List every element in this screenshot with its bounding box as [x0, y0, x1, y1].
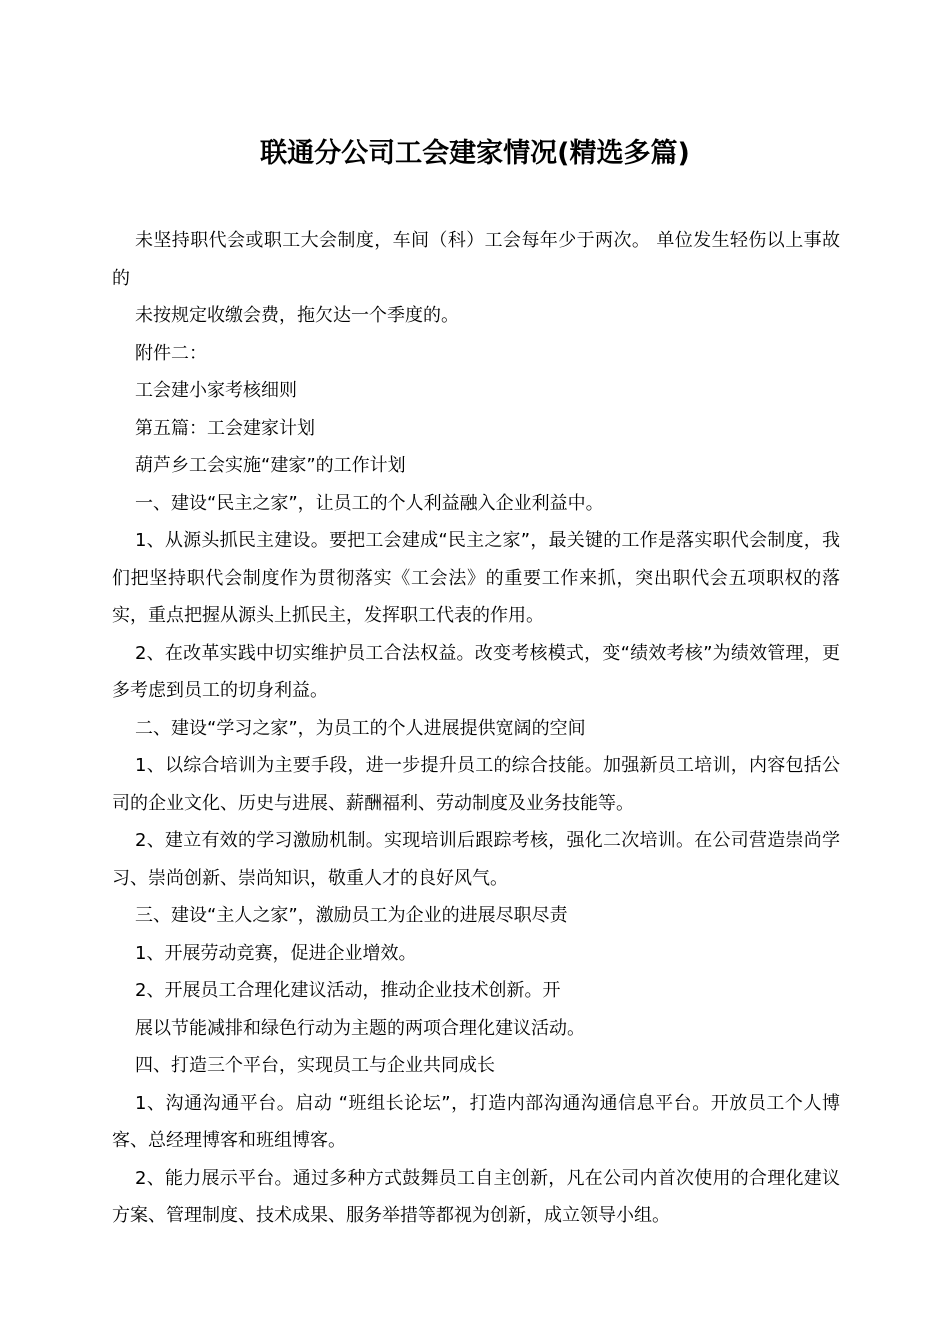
section-heading: 一、建设“民主之家”，让员工的个人利益融入企业利益中。 — [135, 492, 604, 514]
paragraph: 2、在改革实践中切实维护员工合法权益。改变考核模式，变“绩效考核”为绩效管理，更多考虑到员工的切身利益。 — [112, 642, 840, 701]
paragraph: 未按规定收缴会费，拖欠达一个季度的。 — [135, 305, 459, 326]
paragraph: 2、能力展示平台。通过多种方式鼓舞员工自主创新，凡在公司内首次使用的合理化建议方案、管理制度、技术成果、服务举措等都视为创新，成立领导小组。 — [112, 1167, 840, 1226]
paragraph: 1、以综合培训为主要手段，进一步提升员工的综合技能。加强新员工培训，内容包括公司的企业文化、历史与进展、薪酬福利、劳动制度及业务技能等。 — [112, 755, 840, 814]
paragraph: 附件二： — [135, 342, 207, 364]
document-body — [112, 222, 840, 1235]
document-title: 联通分公司工会建家情况(精选多篇) — [260, 138, 690, 169]
section-heading: 三、建设“主人之家”，激励员工为企业的进展尽职尽责 — [135, 905, 568, 926]
paragraph: 1、沟通沟通平台。启动 “班组长论坛”，打造内部沟通沟通信息平台。开放员工个人博客、总经理博客和班组博客。 — [112, 1092, 840, 1151]
paragraph: 2、建立有效的学习激励机制。实现培训后跟踪考核，强化二次培训。在公司营造崇尚学习、崇尚创新、崇尚知识，敬重人才的良好风气。 — [112, 830, 840, 889]
paragraph: 2、开展员工合理化建议活动，推动企业技术创新。开 — [135, 980, 561, 1001]
paragraph: 葫芦乡工会实施“建家”的工作计划 — [135, 455, 406, 476]
paragraph: 展以节能减排和绿色行动为主题的两项合理化建议活动。 — [135, 1017, 585, 1039]
paragraph: 未坚持职代会或职工大会制度，车间（科）工会每年少于两次。 单位发生轻伤以上事故的 — [112, 230, 840, 289]
section-heading: 二、建设“学习之家”，为员工的个人进展提供宽阔的空间 — [135, 717, 586, 739]
paragraph: 第五篇：工会建家计划 — [135, 417, 315, 439]
paragraph: 工会建小家考核细则 — [135, 380, 297, 401]
paragraph: 1、从源头抓民主建设。要把工会建成“民主之家”，最关键的工作是落实职代会制度，我们把坚持职代会制度作为贯彻落实《工会法》的重要工作来抓，突出职代会五项职权的落实，重点把握从源头上抓民主，发挥职工代表的作用。 — [112, 530, 840, 626]
section-heading: 四、打造三个平台，实现员工与企业共同成长 — [135, 1055, 495, 1076]
paragraph: 1、开展劳动竞赛，促进企业增效。 — [135, 942, 417, 964]
